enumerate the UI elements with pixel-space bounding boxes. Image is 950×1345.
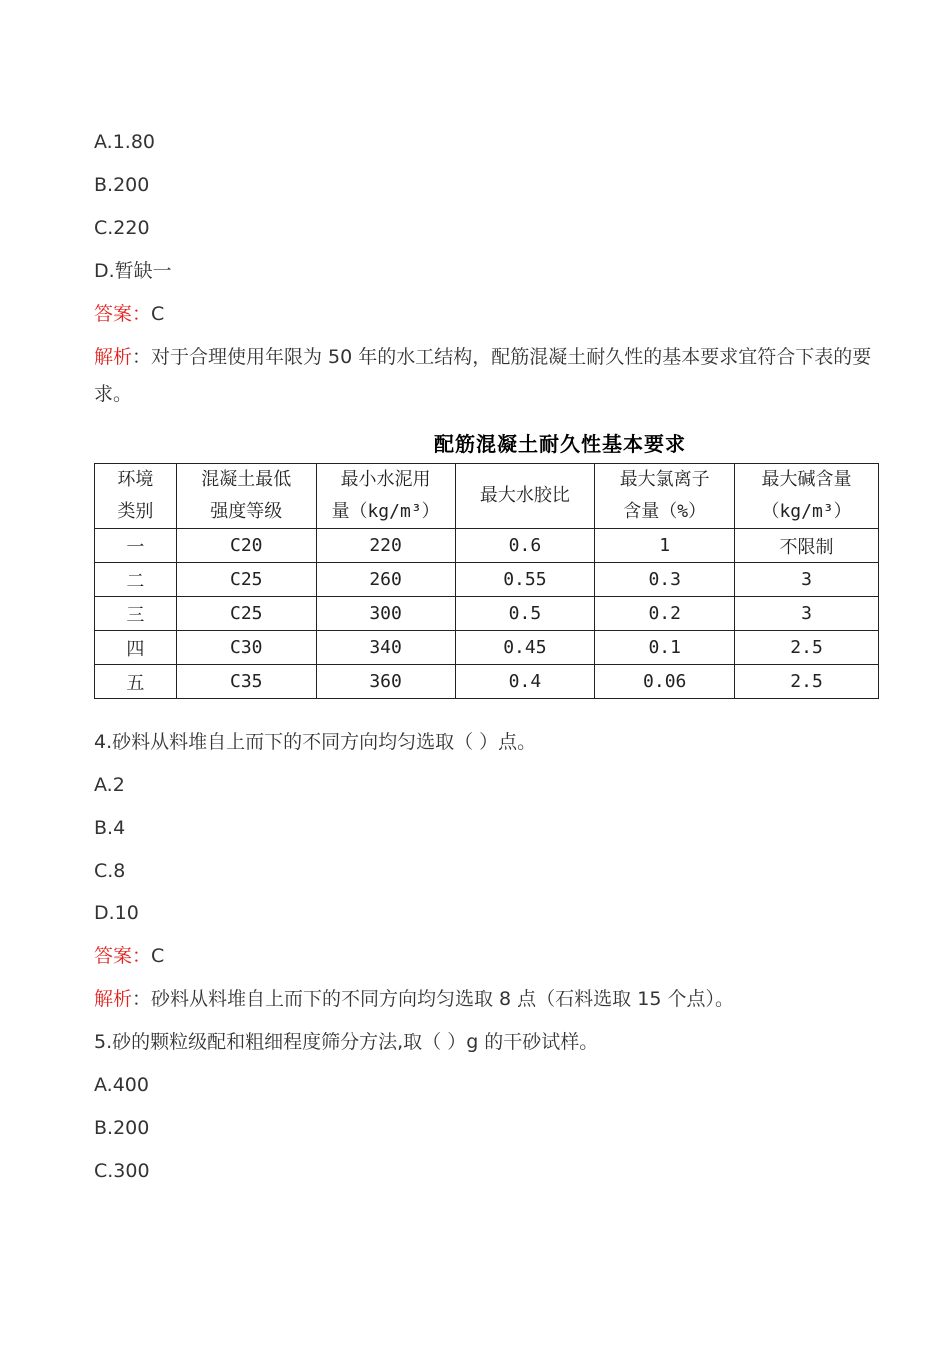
table-cell: 五: [95, 665, 177, 699]
table-cell: 0.45: [455, 631, 595, 665]
answer-value: C: [151, 945, 165, 967]
table-cell: 360: [316, 665, 455, 699]
header-max-wb-ratio: 最大水胶比: [455, 464, 595, 529]
q4-analysis: [94, 986, 734, 1012]
table-cell: 3: [735, 563, 879, 597]
analysis-label: 解析: [94, 988, 133, 1010]
q3-option-c: C.220: [94, 217, 150, 239]
table-cell: C25: [176, 597, 316, 631]
table-row: [95, 631, 879, 665]
q5-option-a: A.400: [94, 1074, 149, 1096]
q4-option-c: C.8: [94, 860, 126, 882]
table-cell: 四: [95, 631, 177, 665]
table-cell: 2.5: [735, 665, 879, 699]
q3-analysis: [94, 339, 884, 413]
table-cell: 0.3: [595, 563, 735, 597]
q3-answer: [94, 301, 164, 327]
analysis-text: ：砂料从料堆自上而下的不同方向均匀选取 8 点（石料选取 15 个点）。: [132, 988, 734, 1010]
analysis-label: 解析: [94, 346, 133, 368]
q3-option-a: A.1.80: [94, 131, 156, 153]
table-cell: C20: [176, 529, 316, 563]
header-max-chloride: 最大氯离子 含量（%）: [595, 464, 735, 529]
q4-option-d: D.10: [94, 902, 139, 924]
q5-question: 5.砂的颗粒级配和粗细程度筛分方法,取（ ）g 的干砂试样。: [94, 1031, 599, 1053]
table-cell: 0.1: [595, 631, 735, 665]
table-cell: 1: [595, 529, 735, 563]
table-cell: 不限制: [735, 529, 879, 563]
table-cell: 0.2: [595, 597, 735, 631]
header-min-strength: 混凝土最低 强度等级: [176, 464, 316, 529]
q5-option-b: B.200: [94, 1117, 150, 1139]
table-cell: 0.4: [455, 665, 595, 699]
table-cell: C30: [176, 631, 316, 665]
answer-label: 答案：: [94, 945, 152, 967]
table-cell: 340: [316, 631, 455, 665]
q3-option-b: B.200: [94, 174, 150, 196]
q4-option-b: B.4: [94, 817, 126, 839]
q3-option-d: D.暂缺一: [94, 260, 172, 282]
table-cell: 0.6: [455, 529, 595, 563]
q4-question: 4.砂料从料堆自上而下的不同方向均匀选取（ ）点。: [94, 731, 537, 753]
table-cell: 2.5: [735, 631, 879, 665]
table-cell: 三: [95, 597, 177, 631]
table-cell: 0.5: [455, 597, 595, 631]
table-cell: 3: [735, 597, 879, 631]
table-title: 配筋混凝土耐久性基本要求: [434, 432, 686, 456]
answer-label: 答案：: [94, 303, 152, 325]
table-cell: 二: [95, 563, 177, 597]
header-env-class: 环境 类别: [95, 464, 177, 529]
table-cell: 260: [316, 563, 455, 597]
table-cell: 0.55: [455, 563, 595, 597]
q5-option-c: C.300: [94, 1160, 150, 1182]
q4-answer: [94, 943, 164, 969]
table-row: [95, 597, 879, 631]
table-cell: C25: [176, 563, 316, 597]
durability-table: [94, 463, 879, 699]
table-header-row: [95, 464, 879, 529]
table-row: [95, 529, 879, 563]
answer-value: C: [151, 303, 165, 325]
header-min-cement: 最小水泥用 量（kg/m³）: [316, 464, 455, 529]
table-cell: C35: [176, 665, 316, 699]
table-cell: 220: [316, 529, 455, 563]
table-row: [95, 563, 879, 597]
table-cell: 0.06: [595, 665, 735, 699]
table-cell: 300: [316, 597, 455, 631]
table-row: [95, 665, 879, 699]
q4-option-a: A.2: [94, 774, 125, 796]
header-max-alkali: 最大碱含量 （kg/m³）: [735, 464, 879, 529]
table-cell: 一: [95, 529, 177, 563]
analysis-text: ：对于合理使用年限为 50 年的水工结构，配筋混凝土耐久性的基本要求宜符合下表的要求。: [94, 346, 872, 405]
